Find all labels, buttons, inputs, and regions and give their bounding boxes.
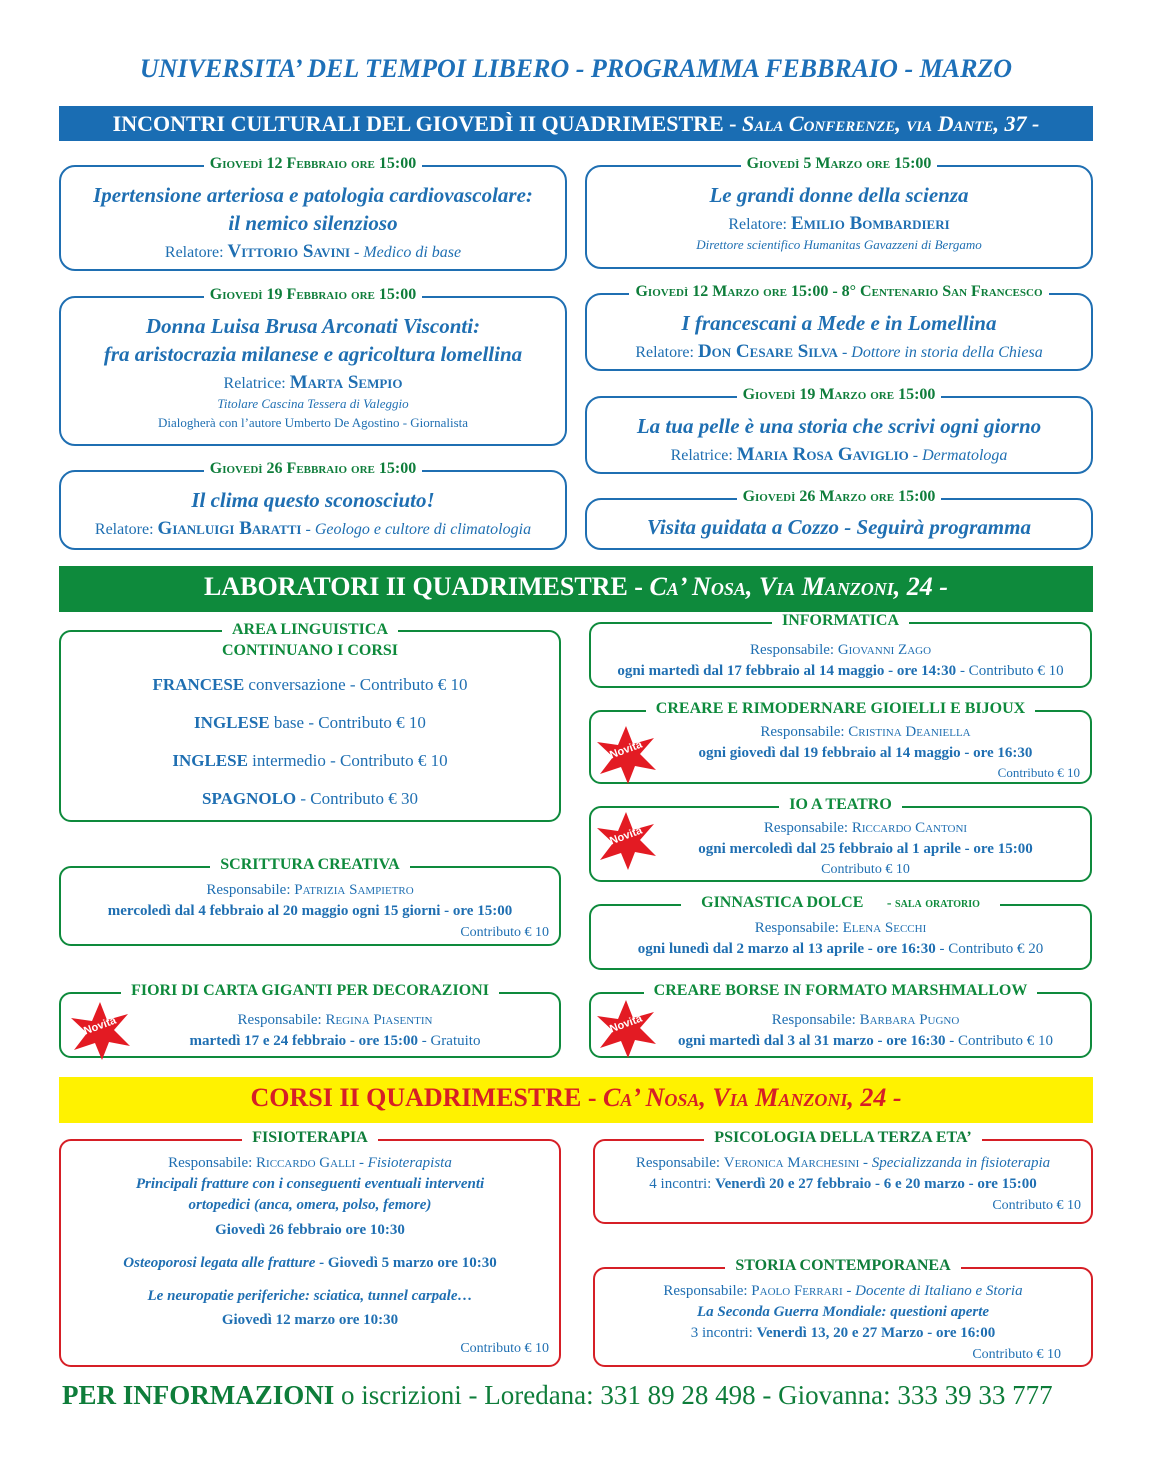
topic-text: Osteoporosi legata alle fratture — [123, 1255, 316, 1271]
laboratori-header-place: Ca’ Nosa, Via Manzoni, 24 - — [649, 572, 948, 601]
event-box — [585, 155, 1093, 269]
responsabile-name: Elena Secchi — [842, 920, 927, 936]
schedule-line — [591, 661, 1090, 682]
event-date: Giovedì 12 Marzo ore 15:00 - 8° Centenario San Francesco — [629, 283, 1048, 300]
box-heading: SCRITTURA CREATIVA — [210, 856, 409, 873]
date-text: Giovedì 26 febbraio ore 10:30 — [215, 1222, 405, 1238]
event-box — [59, 460, 567, 550]
topic-text: Principali fratture con i conseguenti eventuali interventi — [135, 1176, 485, 1192]
schedule-price: - Contributo € 10 — [945, 1033, 1054, 1049]
incontri-header — [59, 106, 1093, 141]
event-title: Le grandi donne della scienza — [709, 183, 969, 207]
footer-info — [62, 1380, 1053, 1411]
schedule-text: ogni martedì dal 17 febbraio al 14 maggio - ore 14:30 — [617, 663, 957, 679]
gioielli-box — [589, 700, 1092, 784]
fisioterapia-box — [59, 1129, 561, 1367]
contributo: Contributo € 10 — [460, 1341, 549, 1356]
schedule-line: ogni giovedì dal 19 febbraio al 14 maggio - ore 16:30 — [698, 745, 1033, 761]
event-box — [585, 488, 1093, 550]
event-date: Giovedì 5 Marzo ore 15:00 — [741, 155, 938, 172]
schedule-price: - Contributo € 10 — [956, 663, 1064, 679]
speaker-name: Don Cesare Silva — [697, 341, 838, 362]
event-note: Direttore scientifico Humanitas Gavazzeni di Bergamo — [696, 237, 982, 252]
schedule-line: ogni mercoledì dal 25 febbraio al 1 aprile - ore 15:00 — [698, 841, 1033, 857]
responsabile-line — [591, 918, 1090, 939]
responsabile-name: Paolo Ferrari — [751, 1283, 843, 1299]
box-heading: PSICOLOGIA DELLA TERZA ETA’ — [704, 1129, 981, 1146]
responsabile-line — [591, 640, 1090, 661]
event-speaker — [587, 444, 1091, 466]
box-heading: INFORMATICA — [772, 612, 909, 629]
language-name: INGLESE — [194, 713, 270, 732]
topic-text: Le neuropatie periferiche: sciatica, tunnel carpale… — [147, 1288, 473, 1304]
footer-text: o iscrizioni - Loredana: 331 89 28 498 - Giovanna: 333 39 33 777 — [334, 1380, 1053, 1410]
box-heading: GINNASTICA DOLCE — [691, 894, 873, 911]
responsabile-label: Responsabile: — [635, 1155, 724, 1171]
language-row — [61, 780, 559, 818]
responsabile-name: Giovanni Zago — [837, 642, 932, 658]
date-text: - Giovedì 5 marzo ore 10:30 — [315, 1255, 497, 1271]
responsabile-line — [61, 880, 559, 901]
event-title: Ipertensione arteriosa e patologia cardiovascolare: — [93, 183, 533, 207]
responsabile-role: - Specializzanda in fisioterapia — [859, 1155, 1051, 1171]
novita-badge — [594, 724, 658, 786]
box-heading-place: - sala oratorio — [873, 896, 989, 911]
speaker-label: Relatore: — [164, 244, 228, 261]
event-note: Dialogherà con l’autore Umberto De Agostino - Giornalista — [157, 415, 469, 430]
event-title: I francescani a Mede e in Lomellina — [681, 311, 997, 335]
speaker-name: Gianluigi Baratti — [157, 518, 302, 539]
event-title: Visita guidata a Cozzo - Seguirà programma — [647, 515, 1031, 539]
box-heading: CREARE BORSE IN FORMATO MARSHMALLOW — [644, 982, 1038, 999]
speaker-name: Vittorio Savini — [227, 241, 351, 262]
box-subheading: CONTINUANO I CORSI — [221, 642, 399, 659]
schedule-price: - Gratuito — [417, 1033, 481, 1049]
responsabile-name: Barbara Pugno — [859, 1012, 960, 1028]
schedule-line — [591, 1031, 1090, 1052]
topic-text: ortopedici (anca, omera, polso, femore) — [188, 1197, 432, 1213]
informatica-box — [589, 612, 1092, 688]
responsabile-line — [591, 1010, 1090, 1031]
responsabile-name: Regina Piasentin — [325, 1012, 433, 1028]
schedule-line — [595, 1174, 1091, 1195]
responsabile-line — [595, 1281, 1091, 1302]
novita-label: Novità — [608, 1012, 644, 1036]
language-detail: intermedio - Contributo € 10 — [247, 751, 448, 770]
novita-label: Novità — [608, 824, 644, 848]
laboratori-header — [59, 566, 1093, 612]
novita-label: Novità — [608, 738, 644, 762]
corsi-header-main: CORSI II QUADRIMESTRE - — [250, 1083, 603, 1112]
language-name: FRANCESE — [152, 675, 245, 694]
contributo: Contributo € 10 — [821, 862, 910, 877]
box-heading: AREA LINGUISTICA — [222, 621, 398, 638]
event-speaker — [587, 213, 1091, 235]
responsabile-label: Responsabile: — [168, 1155, 257, 1171]
speaker-name: Marta Sempio — [289, 372, 403, 393]
laboratori-header-main: LABORATORI II QUADRIMESTRE - — [204, 572, 650, 601]
responsabile-line — [591, 818, 1090, 839]
box-heading: CREARE E RIMODERNARE GIOIELLI E BIJOUX — [646, 700, 1035, 717]
event-title: fra aristocrazia milanese e agricoltura lomellina — [103, 342, 523, 366]
event-speaker — [61, 372, 565, 394]
box-heading: STORIA CONTEMPORANEA — [725, 1257, 960, 1274]
incontri-header-main: INCONTRI CULTURALI DEL GIOVEDÌ II QUADRIMESTRE - — [112, 111, 743, 136]
fiori-carta-box — [59, 982, 561, 1058]
event-date: Giovedì 12 Febbraio ore 15:00 — [204, 155, 422, 172]
responsabile-name: Patrizia Sampietro — [294, 882, 414, 898]
event-title: Donna Luisa Brusa Arconati Visconti: — [145, 314, 481, 338]
box-heading: FIORI DI CARTA GIGANTI PER DECORAZIONI — [121, 982, 499, 999]
responsabile-name: Veronica Marchesini — [723, 1155, 860, 1171]
event-box — [59, 155, 567, 271]
speaker-label: Relatrice: — [223, 375, 290, 392]
language-detail: base - Contributo € 10 — [269, 713, 426, 732]
schedule-line — [591, 939, 1090, 960]
language-detail: conversazione - Contributo € 10 — [244, 675, 468, 694]
speaker-role: - Dottore in storia della Chiesa — [837, 344, 1043, 361]
responsabile-label: Responsabile: — [206, 882, 295, 898]
novita-badge — [594, 998, 658, 1060]
event-box — [59, 286, 567, 446]
language-detail: - Contributo € 30 — [296, 789, 418, 808]
novita-label: Novità — [82, 1014, 118, 1038]
footer-bold: PER INFORMAZIONI — [62, 1380, 335, 1410]
responsabile-label: Responsabile: — [763, 820, 852, 836]
speaker-label: Relatore: — [728, 216, 791, 233]
responsabile-label: Responsabile: — [771, 1012, 860, 1028]
event-speaker — [61, 241, 565, 263]
speaker-name: Emilio Bombardieri — [790, 213, 950, 234]
topic-line — [61, 1253, 559, 1274]
contributo: Contributo € 10 — [992, 1198, 1081, 1213]
schedule-line — [61, 1031, 559, 1052]
event-box — [585, 386, 1093, 474]
event-speaker — [587, 341, 1091, 363]
contributo: Contributo € 10 — [997, 765, 1080, 780]
responsabile-role: - Fisioterapista — [355, 1155, 452, 1171]
scrittura-creativa-box — [59, 856, 561, 946]
speaker-label: Relatore: — [94, 521, 158, 538]
contributo: Contributo € 10 — [460, 925, 549, 940]
responsabile-label: Responsabile: — [663, 1283, 752, 1299]
teatro-box — [589, 796, 1092, 882]
speaker-role: - Medico di base — [350, 244, 462, 261]
corsi-header — [59, 1077, 1093, 1123]
responsabile-label: Responsabile: — [237, 1012, 326, 1028]
event-title: il nemico silenzioso — [228, 211, 398, 235]
event-box — [585, 283, 1093, 371]
responsabile-label: Responsabile: — [754, 920, 843, 936]
contributo: Contributo € 10 — [972, 1347, 1061, 1362]
language-row — [61, 742, 559, 780]
responsabile-label: Responsabile: — [749, 642, 838, 658]
event-date: Giovedì 26 Marzo ore 15:00 — [737, 488, 942, 505]
schedule-line: mercoledì dal 4 febbraio al 20 maggio ogni 15 giorni - ore 15:00 — [107, 903, 513, 919]
speaker-label: Relatrice: — [670, 447, 737, 464]
schedule-text: ogni martedì dal 3 al 31 marzo - ore 16:30 — [677, 1033, 946, 1049]
storia-box — [593, 1257, 1093, 1367]
schedule-line — [595, 1323, 1091, 1344]
responsabile-line — [61, 1153, 559, 1174]
event-title: Il clima questo sconosciuto! — [191, 488, 435, 512]
date-text: Giovedì 12 marzo ore 10:30 — [221, 1312, 399, 1328]
language-name: SPAGNOLO — [202, 789, 297, 808]
event-speaker — [61, 518, 565, 540]
responsabile-role: - Docente di Italiano e Storia — [842, 1283, 1023, 1299]
schedule-label: 4 incontri: — [649, 1176, 716, 1192]
novita-badge — [594, 810, 658, 872]
event-note: Titolare Cascina Tessera di Valeggio — [217, 396, 409, 411]
responsabile-line — [595, 1153, 1091, 1174]
schedule-label: 3 incontri: — [690, 1325, 757, 1341]
schedule-text: ogni lunedì dal 2 marzo al 13 aprile - ore 16:30 — [637, 941, 936, 957]
speaker-role: - Dermatologa — [908, 447, 1008, 464]
event-date: Giovedì 19 Marzo ore 15:00 — [737, 386, 942, 403]
corsi-header-place: Ca’ Nosa, Via Manzoni, 24 - — [603, 1083, 902, 1112]
language-row — [61, 666, 559, 704]
responsabile-label: Responsabile: — [760, 724, 849, 740]
speaker-role: - Geologo e cultore di climatologia — [301, 521, 532, 538]
responsabile-line — [61, 1010, 559, 1031]
page-title: UNIVERSITA’ DEL TEMPOI LIBERO - PROGRAMMA FEBBRAIO - MARZO — [139, 54, 1013, 83]
borse-box — [589, 982, 1092, 1058]
speaker-label: Relatore: — [635, 344, 698, 361]
ginnastica-box — [589, 894, 1092, 970]
schedule-text: martedì 17 e 24 febbraio - ore 15:00 — [189, 1033, 418, 1049]
schedule-text: Venerdì 20 e 27 febbraio - 6 e 20 marzo - ore 15:00 — [715, 1176, 1037, 1192]
speaker-name: Maria Rosa Gaviglio — [736, 444, 909, 465]
novita-badge — [68, 1000, 132, 1062]
schedule-price: - Contributo € 20 — [935, 941, 1044, 957]
event-date: Giovedì 19 Febbraio ore 15:00 — [204, 286, 422, 303]
language-row — [61, 704, 559, 742]
responsabile-line — [591, 722, 1090, 743]
responsabile-name: Riccardo Galli — [256, 1155, 356, 1171]
responsabile-name: Cristina Deaniella — [848, 724, 971, 740]
incontri-header-place: Sala Conferenze, via Dante, 37 - — [742, 111, 1040, 136]
box-heading: FISIOTERAPIA — [242, 1129, 378, 1146]
box-heading: IO A TEATRO — [779, 796, 902, 813]
area-linguistica-box — [59, 621, 561, 822]
event-date: Giovedì 26 Febbraio ore 15:00 — [204, 460, 422, 477]
topic-text: La Seconda Guerra Mondiale: questioni aperte — [696, 1304, 990, 1320]
psicologia-box — [593, 1129, 1093, 1224]
language-name: INGLESE — [172, 751, 248, 770]
schedule-text: Venerdì 13, 20 e 27 Marzo - ore 16:00 — [756, 1325, 996, 1341]
event-title: La tua pelle è una storia che scrivi ogni giorno — [636, 414, 1042, 438]
responsabile-name: Riccardo Cantoni — [851, 820, 968, 836]
